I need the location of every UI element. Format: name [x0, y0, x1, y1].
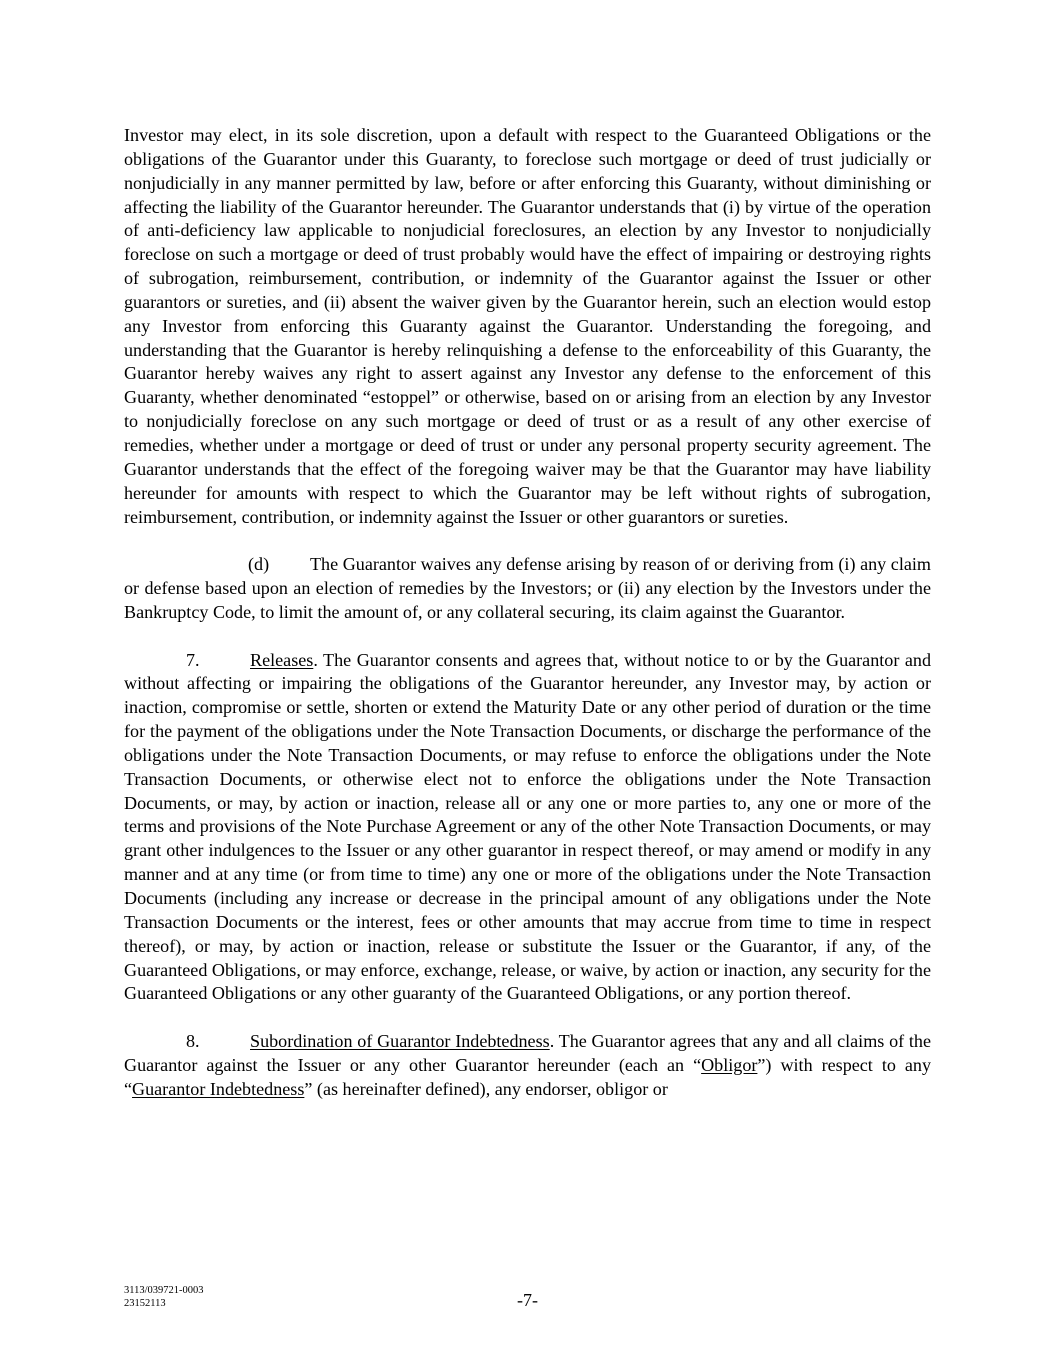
- section-8-text-c: ” (as hereinafter defined), any endorser, obligor or: [304, 1078, 668, 1099]
- section-7-text: The Guarantor consents and agrees that, without notice to or by the Guarantor and without affecting or impairing the obligations of the Guarantor hereunder, any Investor may, by action or inaction, compromise or settle, shorten or extend the Maturity Date or any other period of duration or the time for the payment of the obligations under the Note Transaction Documents, or discharge the performance of the obligations under the Note Transaction Documents, or may refuse to enforce the obligations under the Note Transaction Documents, or otherwise elect not to enforce the obligations under the Note Transaction Documents, or may, by action or inaction, release all or any one or more parties to, any one or more of the terms and provisions of the Note Purchase Agreement or any of the other Note Transaction Documents, or may grant other indulgences to the Issuer or any other guarantor in respect thereof, or may amend or modify in any manner and at any time (or from time to time) any one or more of the obligations under the Note Transaction Documents (including any increase or decrease in the principal amount of any obligations under the Note Transaction Documents or the interest, fees or other amounts that may accrue from time to time in respect thereof), or may, by action or inaction, release or substitute the Issuer or the Guarantor, if any, of the Guaranteed Obligations, or may enforce, exchange, release, or waive, by action or inaction, any security for the Guaranteed Obligations or any other guaranty of the Guaranteed Obligations, or any portion thereof.: [124, 649, 931, 1004]
- section-8-heading: Subordination of Guarantor Indebtedness: [250, 1031, 550, 1052]
- section-7: [124, 649, 931, 1007]
- subsection-d-text: The Guarantor waives any defense arising by reason of or deriving from (i) any claim or defense based upon an election of remedies by the Investors; or (ii) any election by the Investors under the Bankruptcy Code, to limit the amount of, or any collateral securing, its claim against the Guarantor.: [124, 554, 931, 622]
- section-7-heading: Releases: [250, 649, 314, 670]
- term-guarantor-indebtedness: Guarantor Indebtedness: [132, 1078, 305, 1099]
- footer-doc-id: 23152113: [124, 1298, 166, 1309]
- section-7-number: 7.: [186, 649, 200, 670]
- page-number: -7-: [517, 1290, 538, 1310]
- section-8-heading-punct: .: [549, 1031, 555, 1052]
- continuation-paragraph: Investor may elect, in its sole discretion, upon a default with respect to the Guaranteed Obligations or the obligations of the Guarantor under this Guaranty, to foreclose such mortgage or deed of trust judicially or nonjudicially in any manner permitted by law, before or after enforcing this Guaranty, without diminishing or affecting the liability of the Guarantor hereunder. The Guarantor understands that (i) by virtue of the operation of anti-deficiency law applicable to nonjudicial foreclosures, an election by any Investor to nonjudicially foreclose on such a mortgage or deed of trust probably would have the effect of impairing or destroying rights of subrogation, reimbursement, contribution, or indemnity of the Guarantor against the Issuer or other guarantors or sureties, and (ii) absent the waiver given by the Guarantor herein, such an election would estop any Investor from enforcing this Guaranty against the Guarantor. Understanding the foregoing, and understanding that the Guarantor is hereby relinquishing a defense to the enforceability of this Guaranty, the Guarantor hereby waives any right to assert against any Investor any defense to the enforcement of this Guaranty, whether denominated “estoppel” or otherwise, based on or arising from an election by any Investor to nonjudicially foreclose on any such mortgage or deed of trust or as a result of any other exercise of remedies, whether under a mortgage or deed of trust or under any personal property security agreement. The Guarantor understands that the effect of the foregoing waiver may be that the Guarantor may have liability hereunder for amounts with respect to which the Guarantor may be left without rights of subrogation, reimbursement, contribution, or indemnity against the Issuer or other guarantors or sureties.: [124, 125, 931, 527]
- subsection-d: [124, 553, 931, 625]
- section-7-heading-punct: .: [313, 649, 318, 670]
- section-8-text-b: ”) with respect to any “: [124, 1054, 932, 1099]
- term-obligor: Obligor: [701, 1054, 758, 1075]
- section-8-text-a: The Guarantor agrees that any and all claims of the Guarantor against the Issuer or any other Guarantor hereunder (each an “: [124, 1031, 932, 1075]
- footer-doc-number: 3113/039721-0003: [124, 1285, 204, 1296]
- subsection-d-label: (d): [248, 554, 270, 575]
- section-8: [124, 1030, 931, 1102]
- section-8-number: 8.: [186, 1031, 200, 1052]
- document-body: [124, 124, 931, 1125]
